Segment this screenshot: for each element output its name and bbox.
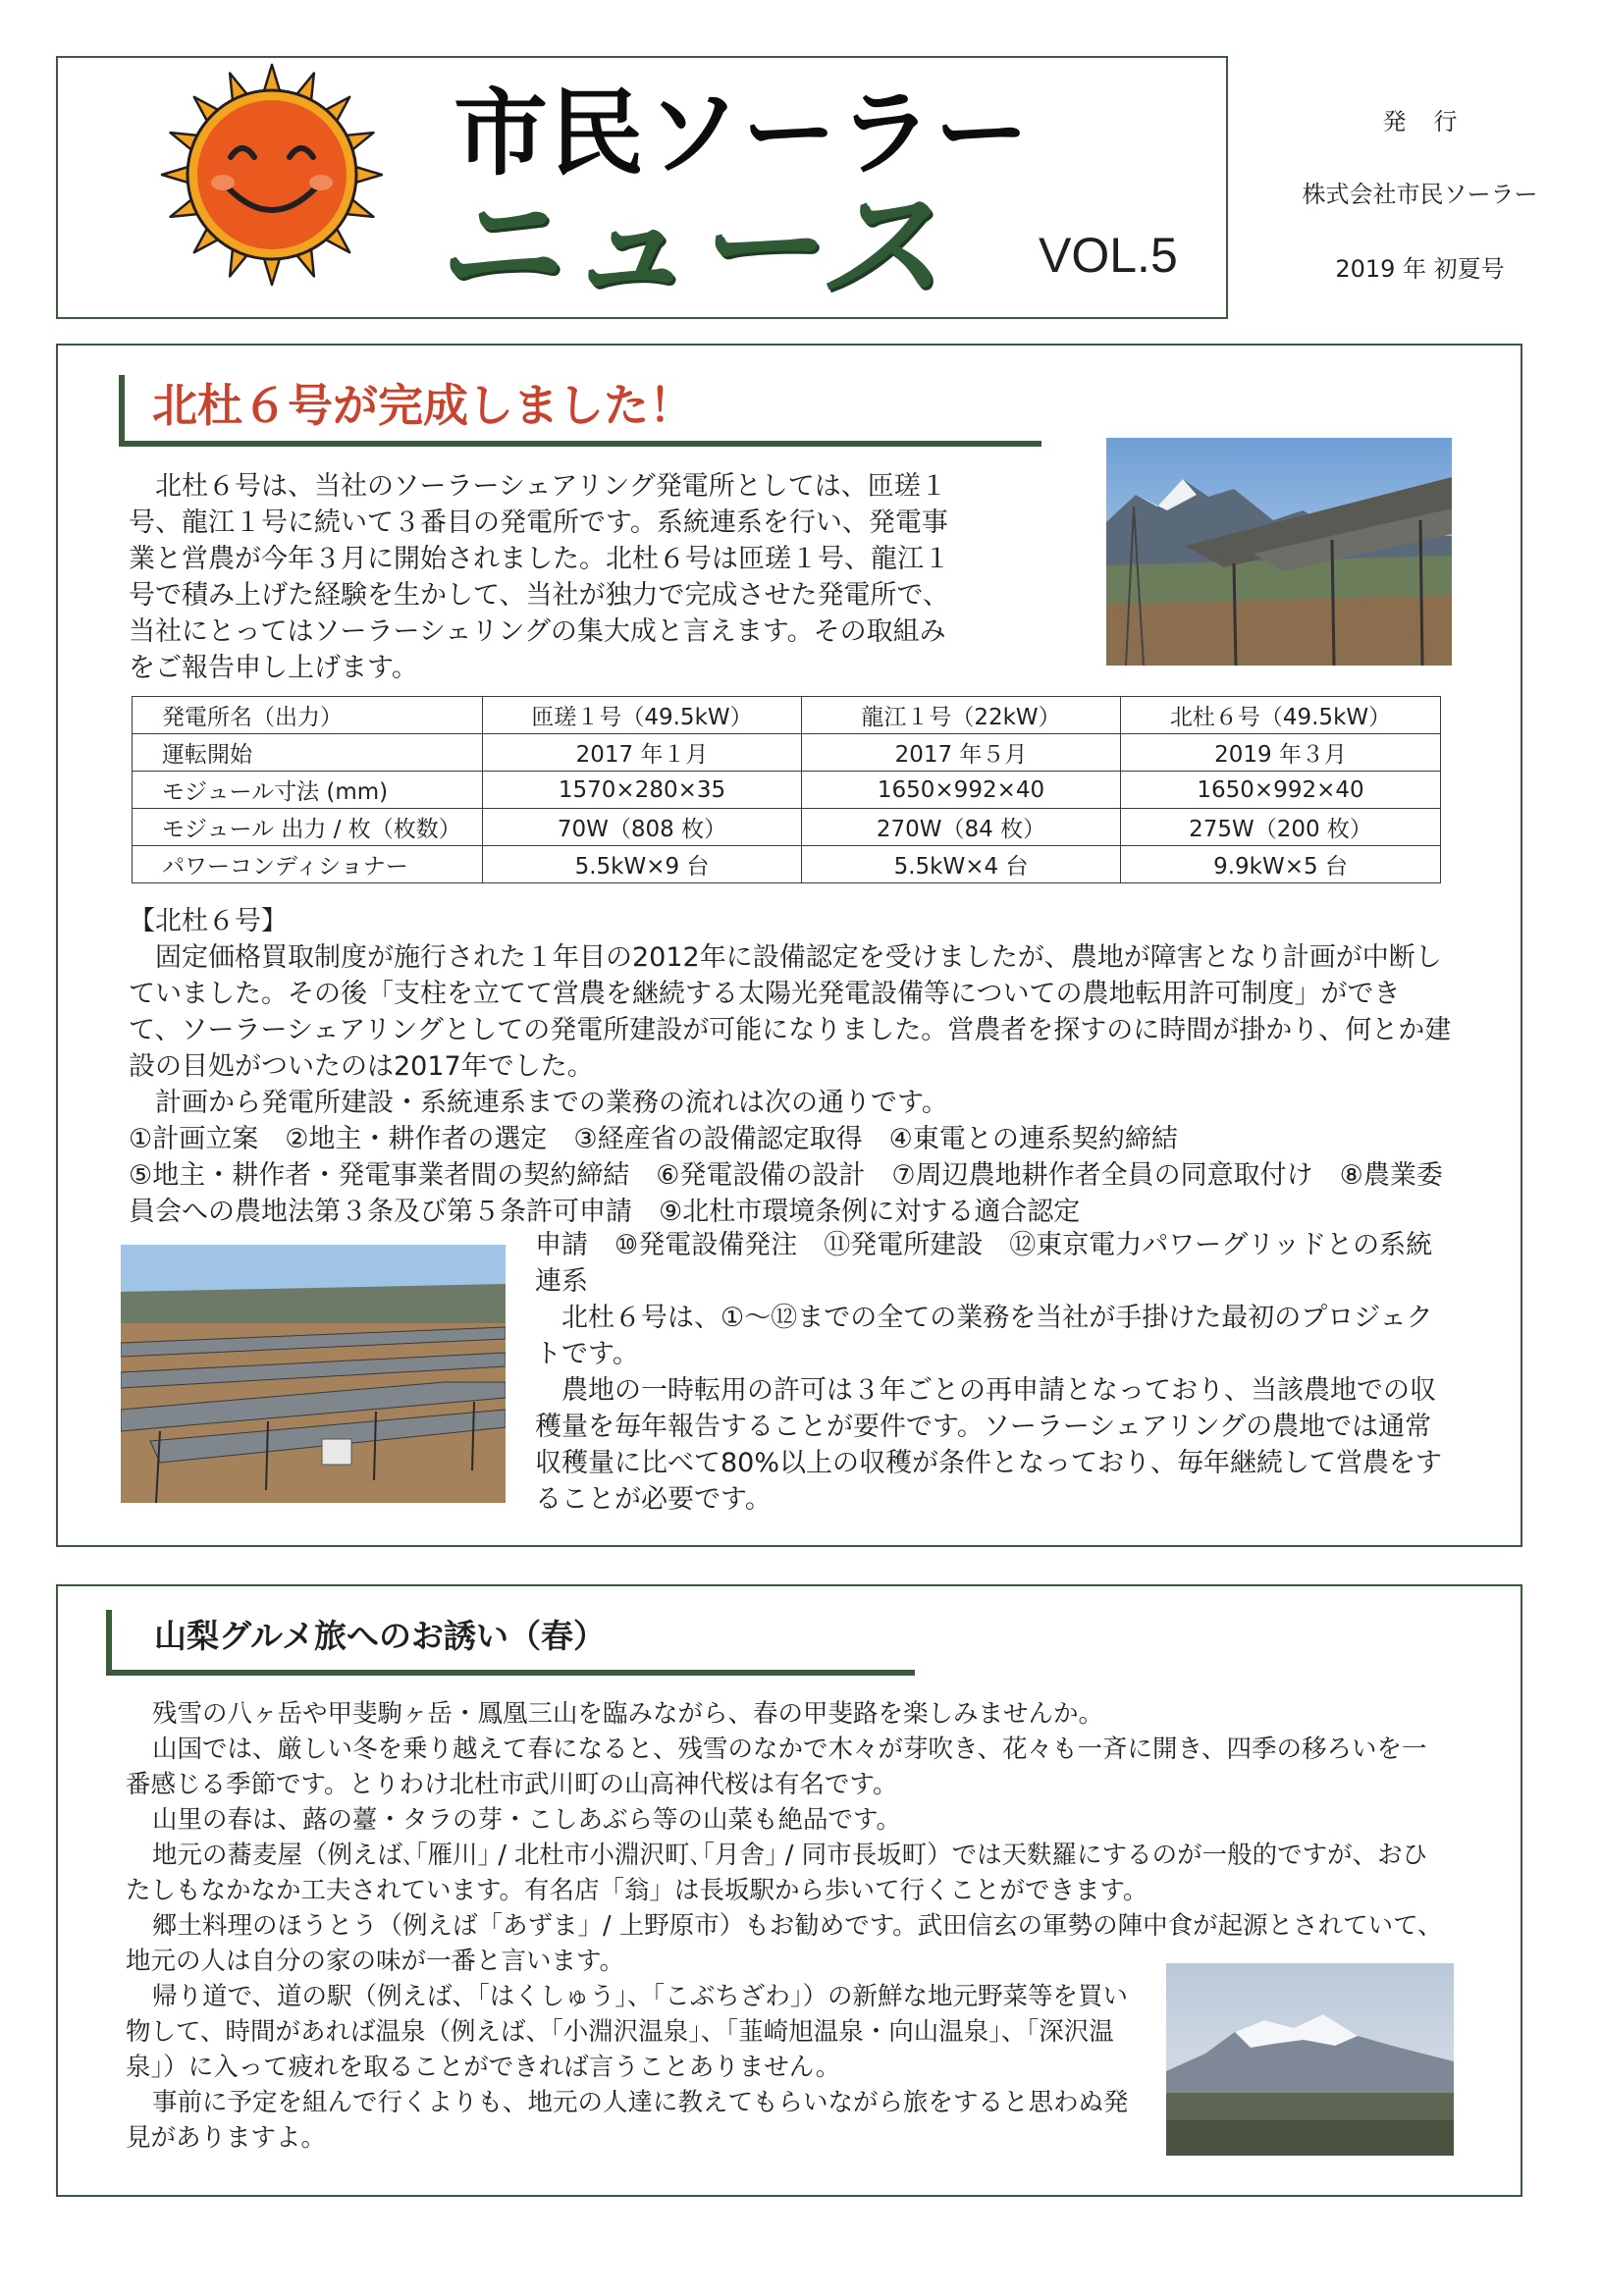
- article1-title-underline: [119, 441, 1041, 447]
- body-paragraph: ⑤地主・耕作者・発電事業者間の契約締結 ⑥発電設備の設計 ⑦周辺農地耕作者全員の同意取付け ⑧農業委員会への農地法第３条及び第５条許可申請 ⑨北杜市環境条例に対する適合認定: [129, 1160, 1443, 1227]
- publisher-name: 株式会社市民ソーラー: [1302, 181, 1538, 208]
- table-cell: 運転開始: [133, 734, 483, 772]
- body-paragraph: 北杜６号は、①～⑫までの全ての業務を当社が手掛けた最初のプロジェクトです。: [535, 1303, 1433, 1369]
- article2-body: [126, 1696, 1451, 1979]
- body-paragraph: ①計画立案 ②地主・耕作者の選定 ③経産省の設備認定取得 ④東電との連系契約締結: [129, 1124, 1178, 1154]
- snowy-mountain-photo: [1166, 1963, 1454, 2156]
- body-paragraph: 地元の蕎麦屋（例えば､｢雁川｣ / 北杜市小淵沢町､｢月舎｣ / 同市長坂町）では天麩羅にするのが一般的ですが、おひたしもなかなか工夫されています。有名店「翁」は長坂駅から歩いて行くことができます。: [126, 1841, 1428, 1905]
- smiling-sun-logo: [140, 62, 403, 288]
- table-cell: 龍江１号（22kW）: [802, 697, 1121, 734]
- table-cell: 匝瑳１号（49.5kW）: [483, 697, 802, 734]
- body-paragraph: 郷土料理のほうとう（例えば「あずま」/ 上野原市）もお勧めです。武田信玄の軍勢の陣中食が起源とされていて、地元の人は自分の家の味が一番と言います。: [126, 1911, 1443, 1976]
- table-cell: 9.9kW×5 台: [1121, 846, 1441, 883]
- table-cell: 5.5kW×9 台: [483, 846, 802, 883]
- sub-heading: 【北杜６号】: [129, 906, 288, 936]
- article2-title-accent: [106, 1610, 112, 1675]
- table-cell: 1650×992×40: [1121, 772, 1441, 809]
- article1-title-accent: [119, 375, 125, 446]
- table-cell: 70W（808 枚）: [483, 809, 802, 846]
- power-plant-spec-table: [132, 696, 1441, 883]
- table-cell: 1650×992×40: [802, 772, 1121, 809]
- table-cell: 2019 年３月: [1121, 734, 1441, 772]
- newsletter-title-line2: ニュース: [428, 174, 972, 320]
- table-cell: 5.5kW×4 台: [802, 846, 1121, 883]
- newsletter-title-line1: 市民ソーラー: [454, 79, 1031, 188]
- article1-body-continued: [535, 1227, 1452, 1518]
- body-paragraph: 山里の春は、蕗の薹・タラの芽・こしあぶら等の山菜も絶品です。: [152, 1805, 901, 1835]
- article1-title: 北杜６号が完成しました！: [152, 379, 694, 432]
- publisher-label: 発行: [1382, 108, 1485, 135]
- table-cell: 北杜６号（49.5kW）: [1121, 697, 1441, 734]
- article2-title: 山梨グルメ旅へのお誘い（春）: [154, 1617, 607, 1655]
- intro-line: 号、龍江１号に続いて３番目の発電所です。系統連系を行い、発電事: [129, 507, 948, 538]
- body-paragraph: 固定価格買取制度が施行された１年目の2012年に設備認定を受けましたが、農地が障害となり計画が中断していました。その後「支柱を立てて営農を継続する太陽光発電設備等についての農地転用許可制度」ができて、ソーラーシェアリングとしての発電所建設が可能になりました。営農者を探すのに時間が掛かり、何とか建設の目処がついたのは2017年でした。: [129, 942, 1452, 1082]
- intro-line: 当社にとってはソーラーシェリングの集大成と言えます。その取組み: [129, 616, 946, 647]
- body-paragraph: 帰り道で、道の駅（例えば、「はくしゅう」、「こぶちざわ」）の新鮮な地元野菜等を買い物して、時間があれば温泉（例えば、「小淵沢温泉」、「韮崎旭温泉・向山温泉」、「深沢温泉」）に入って疲れを取ることができれば言うことありません。: [126, 1982, 1128, 2082]
- solar-sharing-mountain-photo: [1106, 438, 1452, 666]
- body-paragraph: 申請 ⑩発電設備発注 ⑪発電所建設 ⑫東京電力パワーグリッドとの系統連系: [535, 1230, 1433, 1297]
- table-row: [133, 809, 1441, 846]
- table-row: [133, 734, 1441, 772]
- article2-body-continued: [126, 1979, 1147, 2156]
- table-header-row: [133, 697, 1441, 734]
- table-cell: モジュール 出力 / 枚（枚数）: [133, 809, 483, 846]
- intro-line: 号で積み上げた経験を生かして、当社が独力で完成させた発電所で、: [129, 580, 949, 611]
- intro-line: をご報告申し上げます。: [129, 653, 418, 683]
- table-cell: 275W（200 枚）: [1121, 809, 1441, 846]
- table-cell: パワーコンディショナー: [133, 846, 483, 883]
- table-cell: 発電所名（出力）: [133, 697, 483, 734]
- article1-intro: [129, 468, 1084, 686]
- body-paragraph: 農地の一時転用の許可は３年ごとの再申請となっており、当該農地での収穫量を毎年報告することが要件です。ソーラーシェアリングの農地では通常収穫量に比べて80%以上の収穫が条件となっており、毎年継続して営農をすることが必要です。: [535, 1375, 1443, 1515]
- article2-title-underline: [106, 1670, 915, 1676]
- table-cell: モジュール寸法 (mm): [133, 772, 483, 809]
- intro-line: 業と営農が今年３月に開始されました。北杜６号は匝瑳１号、龍江１: [129, 544, 950, 574]
- article1-body: [129, 903, 1452, 1230]
- body-paragraph: 計画から発電所建設・系統連系までの業務の流れは次の通りです。: [155, 1088, 948, 1118]
- table-cell: 2017 年５月: [802, 734, 1121, 772]
- solar-panel-field-photo: [121, 1245, 506, 1503]
- issue-date: 2019 年 初夏号: [1335, 255, 1505, 283]
- body-paragraph: 山国では、厳しい冬を乗り越えて春になると、残雪のなかで木々が芽吹き、花々も一斉に開き、四季の移ろいを一番感じる季節です。とりわけ北杜市武川町の山高神代桜は有名です。: [126, 1735, 1427, 1799]
- table-cell: 2017 年１月: [483, 734, 802, 772]
- table-cell: 1570×280×35: [483, 772, 802, 809]
- body-paragraph: 事前に予定を組んで行くよりも、地元の人達に教えてもらいながら旅をすると思わぬ発見がありますよ。: [126, 2088, 1129, 2153]
- intro-line: 北杜６号は、当社のソーラーシェアリング発電所としては、匝瑳１: [155, 471, 947, 502]
- table-cell: 270W（84 枚）: [802, 809, 1121, 846]
- body-paragraph: 残雪の八ヶ岳や甲斐駒ヶ岳・鳳凰三山を臨みながら、春の甲斐路を楽しみませんか。: [152, 1699, 1104, 1729]
- volume-number: VOL.5: [1039, 228, 1178, 283]
- table-row: [133, 846, 1441, 883]
- table-row: [133, 772, 1441, 809]
